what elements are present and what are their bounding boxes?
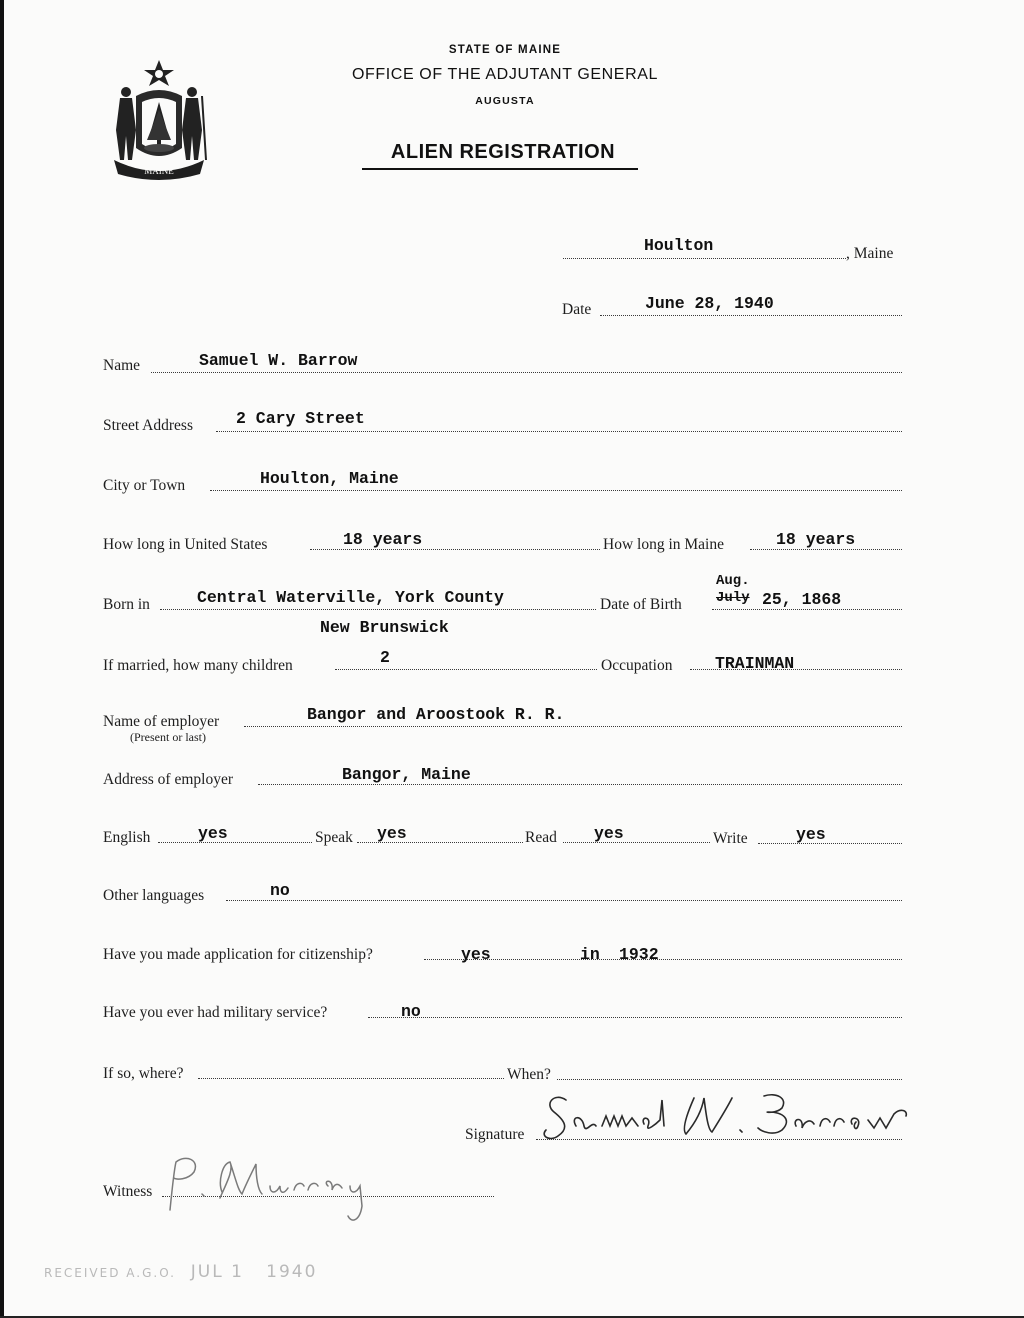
witness-name [156,1150,157,1151]
header-office: OFFICE OF THE ADJUTANT GENERAL [351,66,659,83]
place-town-value: Houlton [644,236,714,255]
military-line [368,1017,902,1018]
maine-time-label: How long in Maine [603,536,724,553]
received-stamp [44,1262,317,1282]
children-label: If married, how many children [103,657,293,674]
title-underline [362,168,638,170]
employer-sublabel: (Present or last) [130,730,206,744]
stamp-received-text: RECEIVED A.G.O. [44,1266,176,1280]
read-value: yes [594,824,624,843]
citizenship-in: in [580,945,600,964]
dob-rest-value: 25, 1868 [762,590,842,609]
born-value: Central Waterville, York County [197,588,504,607]
signature-handwriting [536,1086,918,1150]
speak-label: Speak [315,829,353,846]
dob-month-inserted: Aug. [716,573,750,589]
speak-value: yes [377,824,407,843]
svg-text:MAINE: MAINE [144,166,174,176]
date-label: Date [562,301,592,318]
stamp-year: 1940 [266,1262,318,1282]
read-label: Read [525,829,557,846]
us-time-line [310,549,600,550]
city-line [210,490,902,491]
signature-label: Signature [465,1126,525,1143]
date-value: June 28, 1940 [645,294,774,313]
street-label: Street Address [103,417,193,434]
occupation-value: TRAINMAN [715,654,795,673]
employer-value: Bangor and Aroostook R. R. [307,705,565,724]
english-label: English [103,829,151,846]
witness-label: Witness [103,1183,153,1200]
english-line [158,842,312,843]
date-line [600,315,902,316]
military-label: Have you ever had military service? [103,1004,328,1021]
signature-name [536,1086,537,1087]
write-label: Write [713,830,748,847]
employer-address-line [258,784,902,785]
name-label: Name [103,357,141,374]
state-seal-icon [106,56,212,180]
witness-handwriting [156,1150,396,1230]
born-line [160,609,596,610]
us-time-value: 18 years [343,530,423,549]
other-languages-value: no [270,881,290,900]
name-line [151,372,902,373]
maine-time-value: 18 years [776,530,856,549]
born-value-line2: New Brunswick [320,618,449,637]
other-languages-label: Other languages [103,887,205,904]
employer-line [244,726,902,727]
scan-edge [0,0,4,1318]
where-line [198,1078,504,1079]
children-line [335,669,597,670]
where-label: If so, where? [103,1065,184,1082]
other-languages-line [226,900,902,901]
dob-line [712,609,902,610]
city-value: Houlton, Maine [260,469,399,488]
employer-address-label: Address of employer [103,771,233,788]
write-line [758,843,902,844]
header-city: AUGUSTA [475,95,535,107]
maine-time-line [750,549,902,550]
english-value: yes [198,824,228,843]
street-value: 2 Cary Street [236,409,365,428]
citizenship-year: 1932 [619,945,659,964]
children-value: 2 [380,648,390,667]
when-label: When? [507,1066,551,1083]
city-label: City or Town [103,477,186,494]
military-value: no [401,1002,421,1021]
when-line [557,1079,902,1080]
header-state: STATE OF MAINE [448,44,562,56]
read-line [563,842,710,843]
citizenship-label: Have you made application for citizenship? [103,946,373,963]
street-line [216,431,902,432]
employer-label: Name of employer [103,713,220,730]
dob-label: Date of Birth [600,596,682,613]
citizenship-line [424,959,902,960]
citizenship-value: yes [461,945,491,964]
write-value: yes [796,825,826,844]
place-state-label: , Maine [846,245,894,262]
dob-month-struck: July [716,590,750,606]
place-line [563,258,846,259]
stamp-month: JUL 1 [190,1262,244,1282]
occupation-label: Occupation [601,657,673,674]
form-title: ALIEN REGISTRATION [390,141,616,163]
us-time-label: How long in United States [103,536,268,553]
born-label: Born in [103,596,150,613]
employer-address-value: Bangor, Maine [342,765,471,784]
name-value: Samuel W. Barrow [199,351,358,370]
